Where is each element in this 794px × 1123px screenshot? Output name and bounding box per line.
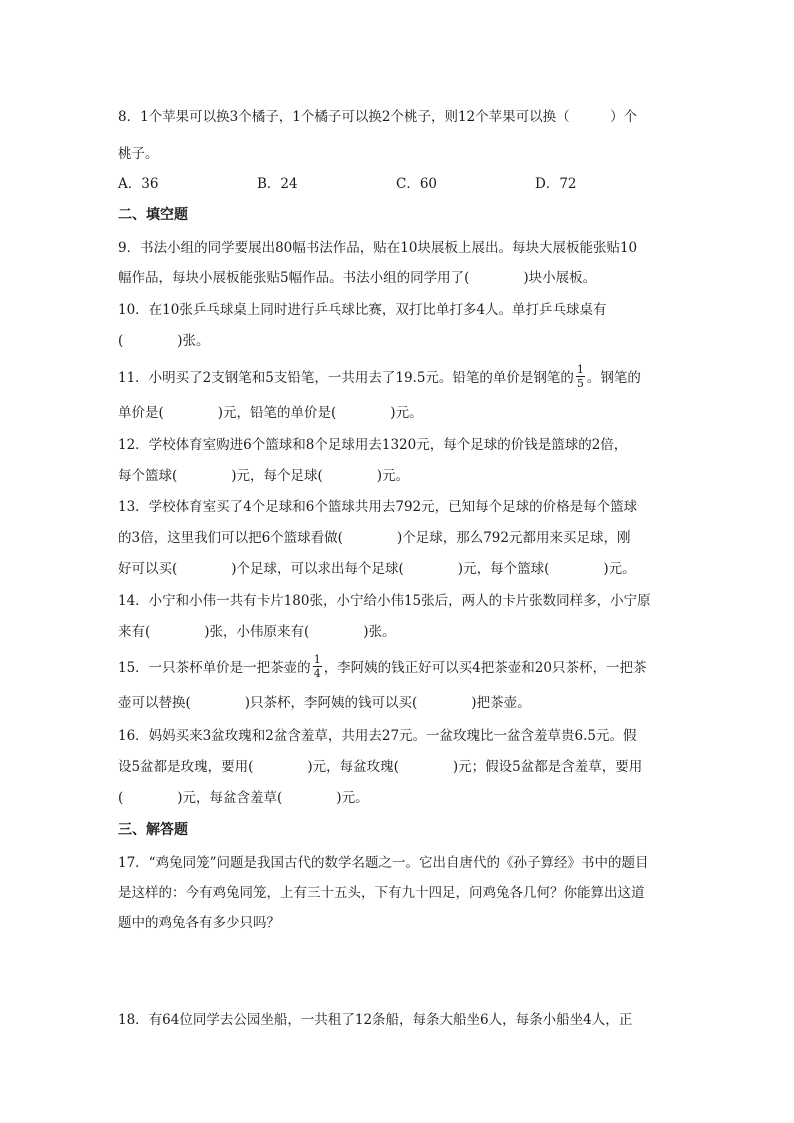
question-16-line-2: 设5盆都是玫瑰，要用( )元，每盆玫瑰( )元；假设5盆都是含羞草，要用 bbox=[118, 759, 643, 775]
question-11-text-a: 11．小明买了2支钢笔和5支铅笔，一共用去了19.5元。铅笔的单价是钢笔的 bbox=[118, 370, 574, 386]
fraction-numerator: 1 bbox=[313, 653, 321, 666]
fraction-one-fifth bbox=[576, 364, 585, 389]
question-13-line-1: 13．学校体育室买了4个足球和6个篮球共用去792元，已知每个足球的价格是每个篮球 bbox=[118, 499, 638, 515]
question-8-line-1: 8．1个苹果可以换3个橘子，1个橘子可以换2个桃子，则12个苹果可以换（ ）个 bbox=[118, 109, 638, 125]
question-15-text-b: ，李阿姨的钱正好可以买4把茶壶和20只茶杯，一把茶 bbox=[323, 660, 647, 676]
question-17-line-1: 17．“鸡兔同笼”问题是我国古代的数学名题之一。它出自唐代的《孙子算经》书中的题目 bbox=[118, 855, 649, 871]
question-16-line-3: ( )元，每盆含羞草( )元。 bbox=[118, 790, 369, 806]
section-heading-solve: 三、解答题 bbox=[118, 822, 188, 838]
question-9-line-2: 幅作品，每块小展板能张贴5幅作品。书法小组的同学用了( )块小展板。 bbox=[118, 270, 597, 286]
question-17-line-2: 是这样的：今有鸡兔同笼，上有三十五头，下有九十四足，问鸡兔各几何？你能算出这道 bbox=[118, 885, 645, 901]
option-a[interactable]: A．36 bbox=[118, 176, 159, 192]
fraction-one-fourth bbox=[313, 654, 322, 679]
question-14-line-1: 14．小宁和小伟一共有卡片180张，小宁给小伟15张后，两人的卡片张数同样多，小宁原 bbox=[118, 593, 651, 609]
question-16-line-1: 16．妈妈买来3盆玫瑰和2盆含羞草，共用去27元。一盆玫瑰比一盆含羞草贵6.5元。假 bbox=[118, 728, 637, 744]
fraction-numerator: 1 bbox=[576, 363, 584, 376]
question-11-text-b: 。钢笔的 bbox=[586, 370, 641, 386]
question-15-line-1 bbox=[118, 653, 647, 681]
question-10-line-2: ( )张。 bbox=[118, 333, 210, 349]
question-15-text-a: 15．一只茶杯单价是一把茶壶的 bbox=[118, 660, 311, 676]
question-14-line-2: 来有( )张，小伟原来有( )张。 bbox=[118, 624, 396, 640]
question-11-line-1 bbox=[118, 363, 641, 391]
option-b[interactable]: B．24 bbox=[257, 176, 298, 192]
question-18-line-1: 18．有64位同学去公园坐船，一共租了12条船，每条大船坐6人，每条小船坐4人，正 bbox=[118, 1012, 633, 1028]
question-17-line-3: 题中的鸡兔各有多少只吗？ bbox=[118, 915, 280, 931]
question-13-line-2: 的3倍，这里我们可以把6个篮球看做( )个足球，那么792元都用来买足球，刚 bbox=[118, 530, 631, 546]
option-d[interactable]: D．72 bbox=[535, 176, 577, 192]
question-15-line-2: 壶可以替换( )只茶杯，李阿姨的钱可以买( )把茶壶。 bbox=[118, 695, 531, 711]
question-12-line-1: 12．学校体育室购进6个篮球和8个足球用去1320元，每个足球的价钱是篮球的2倍， bbox=[118, 437, 628, 453]
question-10-line-1: 10．在10张乒乓球桌上同时进行乒乓球比赛，双打比单打多4人。单打乒乓球桌有 bbox=[118, 302, 607, 318]
section-heading-fill-in: 二、填空题 bbox=[118, 207, 188, 223]
option-c[interactable]: C．60 bbox=[396, 176, 438, 192]
question-9-line-1: 9．书法小组的同学要展出80幅书法作品，贴在10块展板上展出。每块大展板能张贴10 bbox=[118, 240, 638, 256]
question-11-line-2: 单价是( )元，铅笔的单价是( )元。 bbox=[118, 405, 423, 421]
fraction-denominator: 5 bbox=[576, 377, 584, 390]
question-12-line-2: 每个篮球( )元，每个足球( )元。 bbox=[118, 468, 410, 484]
question-13-line-3: 好可以买( )个足球，可以求出每个足球( )元，每个篮球( )元。 bbox=[118, 561, 636, 577]
question-8-line-2: 桃子。 bbox=[118, 146, 159, 162]
fraction-denominator: 4 bbox=[313, 667, 321, 680]
